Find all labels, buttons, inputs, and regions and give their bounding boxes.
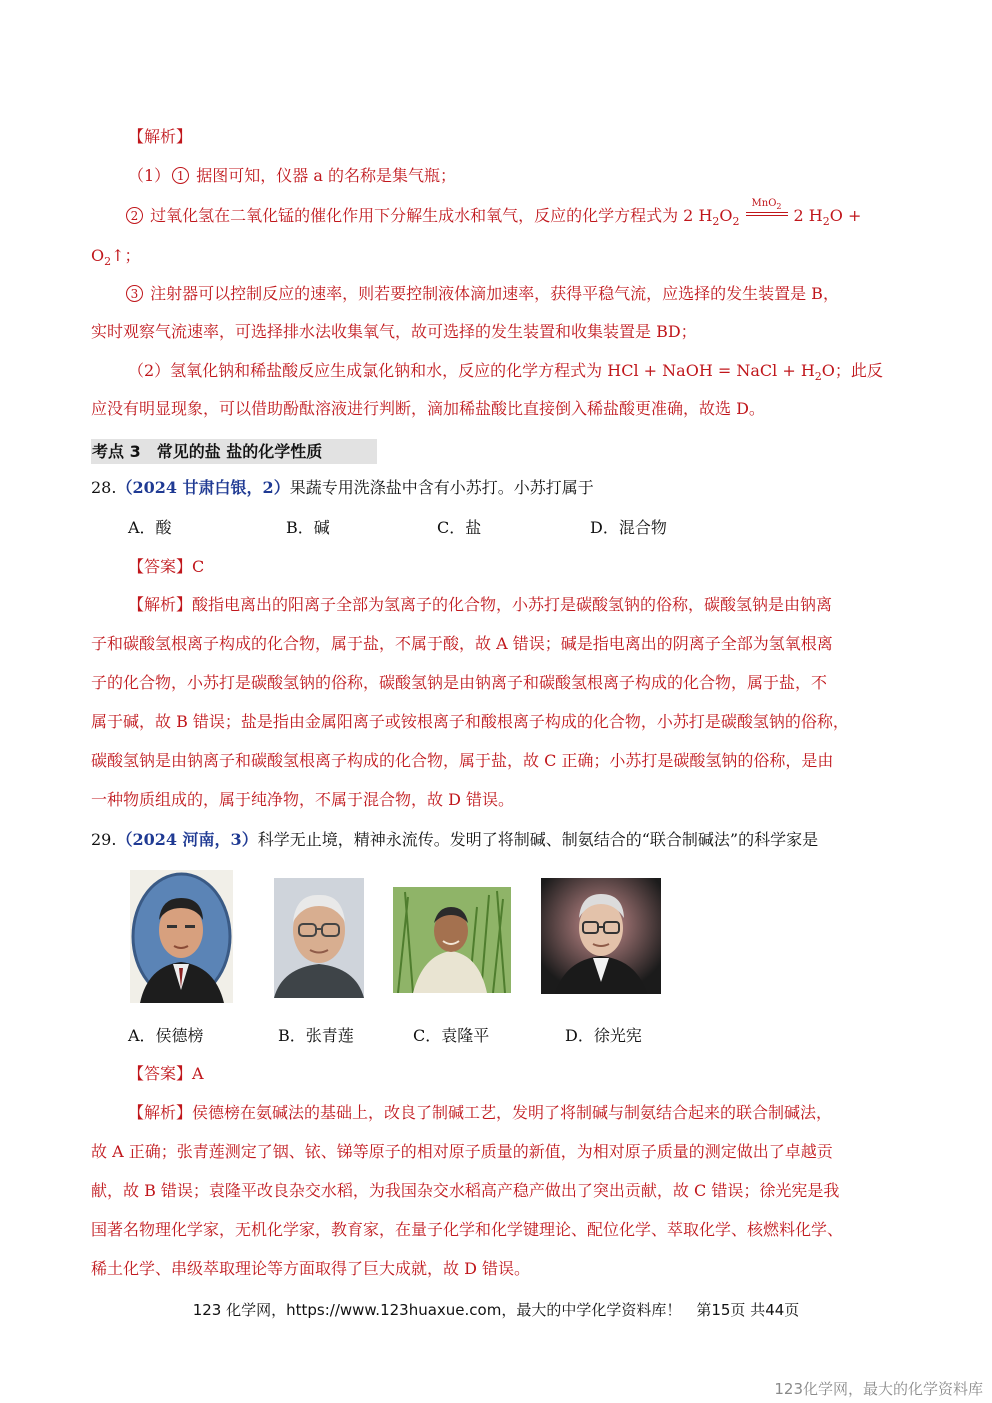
q29-stem (91, 829, 904, 851)
q28-option-b: B．碱 (286, 518, 330, 537)
q27-line-2 (124, 198, 904, 229)
portrait-zhang-qinglian (274, 878, 364, 998)
watermark: 123化学网，最大的化学资料库 (774, 1380, 983, 1398)
q27-line1-text: 据图可知，仪器 a 的名称是集气瓶； (196, 166, 456, 185)
catalyst-arrow (746, 198, 788, 227)
q28-analysis-line: 子的化合物，小苏打是碳酸氢钠的俗称，碳酸氢钠是由钠离子和碳酸氢根离子构成的化合物，属于盐，不 (91, 673, 828, 692)
q29-option-b: B．张青莲 (278, 1026, 354, 1045)
circled-number-2: 2 (126, 207, 143, 224)
question-stem: 果蔬专用洗涤盐中含有小苏打。小苏打属于 (289, 478, 594, 497)
subscript: 2 (712, 215, 720, 229)
portrait-xu-guangxian (541, 878, 661, 994)
q29-analysis-line: 【解析】侯德榜在氨碱法的基础上，改良了制碱工艺，发明了将制碱与制氨结合起来的联合制碱法， (128, 1103, 833, 1122)
question-source: （2024 甘肃白银，2） (116, 478, 290, 497)
formula-part: ↑； (111, 246, 141, 265)
formula-part: 2 H (793, 206, 823, 225)
q27-line-1 (128, 165, 904, 187)
q27-part1-label: （1） (128, 166, 171, 185)
q27-line-7: 应没有明显现象，可以借助酚酞溶液进行判断，滴加稀盐酸比直接倒入稀盐酸更准确，故选 D。 (91, 399, 765, 418)
q29-option-a: A．侯德榜 (128, 1026, 204, 1045)
portrait-hou-debang (130, 870, 233, 1003)
q29-analysis-line: 故 A 正确；张青莲测定了铟、铱、锑等原子的相对原子质量的新值，为相对原子质量的测定做出了卓越贡 (91, 1142, 833, 1161)
formula-part: O；此反 (821, 361, 883, 380)
q27-line-6 (128, 360, 904, 382)
q27-line6-text: （2）氢氧化钠和稀盐酸反应生成氯化钠和水，反应的化学方程式为 HCl + NaOH = NaCl + H (128, 361, 815, 380)
q28-analysis-line: 子和碳酸氢根离子构成的化合物，属于盐，不属于酸，故 A 错误；碱是指电离出的阴离子全部为氢氧根离 (91, 634, 833, 653)
q27-line2-text: 过氧化氢在二氧化锰的催化作用下分解生成水和氧气，反应的化学方程式为 2 H (150, 206, 713, 225)
q29-analysis-line: 献，故 B 错误；袁隆平改良杂交水稻，为我国杂交水稻高产稳产做出了突出贡献，故 C 错误；徐光宪是我 (91, 1181, 840, 1200)
q28-option-d: D．混合物 (590, 518, 667, 537)
q28-option-c: C．盐 (437, 518, 482, 537)
q28-analysis-line: 一种物质组成的，属于纯净物，不属于混合物，故 D 错误。 (91, 790, 515, 809)
q28-analysis-line: 碳酸氢钠是由钠离子和碳酸氢根离子构成的化合物，属于盐，故 C 正确；小苏打是碳酸氢钠的俗称，是由 (91, 751, 834, 770)
page-footer: 123 化学网，https://www.123huaxue.com，最大的中学化学资料库！ 第15页 共44页 (192, 1301, 800, 1319)
q28-answer: 【答案】C (128, 557, 205, 576)
q27-line-5: 实时观察气流速率，可选择排水法收集氧气，故可选择的发生装置和收集装置是 BD； (91, 322, 697, 341)
analysis-heading: 【解析】 (128, 127, 193, 146)
q29-option-d: D．徐光宪 (565, 1026, 642, 1045)
question-source: （2024 河南，3） (116, 830, 258, 849)
question-number: 29. (91, 830, 117, 849)
subscript: 2 (776, 202, 782, 211)
q27-line4-text: 注射器可以控制反应的速率，则若要控制液体滴加速率，获得平稳气流，应选择的发生装置是 B， (150, 284, 839, 303)
q29-analysis-line: 稀土化学、串级萃取理论等方面取得了巨大成就，故 D 错误。 (91, 1259, 531, 1278)
q29-answer: 【答案】A (128, 1064, 204, 1083)
circled-number-1: 1 (172, 167, 189, 184)
q27-line-3 (91, 245, 904, 267)
subscript: 2 (104, 255, 112, 269)
circled-number-3: 3 (126, 285, 143, 302)
q28-analysis-line: 属于碱，故 B 错误；盐是指由金属阳离子或铵根离子和酸根离子构成的化合物，小苏打是碳酸氢钠的俗称， (91, 712, 849, 731)
q28-analysis-line: 【解析】酸指电离出的阳离子全部为氢离子的化合物，小苏打是碳酸氢钠的俗称，碳酸氢钠是由钠离 (128, 595, 833, 614)
formula-part: O (91, 246, 105, 265)
question-number: 28. (91, 478, 117, 497)
q28-option-a: A．酸 (128, 518, 172, 537)
subscript: 2 (732, 215, 740, 229)
catalyst-label: MnO (751, 198, 777, 209)
question-stem: 科学无止境，精神永流传。发明了将制碱、制氨结合的“联合制碱法”的科学家是 (257, 830, 819, 849)
subscript: 2 (822, 215, 830, 229)
q28-stem (91, 477, 904, 499)
section-title: 考点 3 常见的盐 盐的化学性质 (91, 439, 377, 464)
subscript: 2 (814, 370, 822, 384)
q29-analysis-line: 国著名物理化学家，无机化学家，教育家，在量子化学和化学键理论、配位化学、萃取化学、核燃料化学、 (91, 1220, 844, 1239)
portrait-yuan-longping (393, 887, 511, 993)
q27-line-4 (124, 283, 904, 305)
q29-option-c: C．袁隆平 (413, 1026, 490, 1045)
formula-part: O + (829, 206, 862, 225)
formula-part: O (719, 206, 733, 225)
